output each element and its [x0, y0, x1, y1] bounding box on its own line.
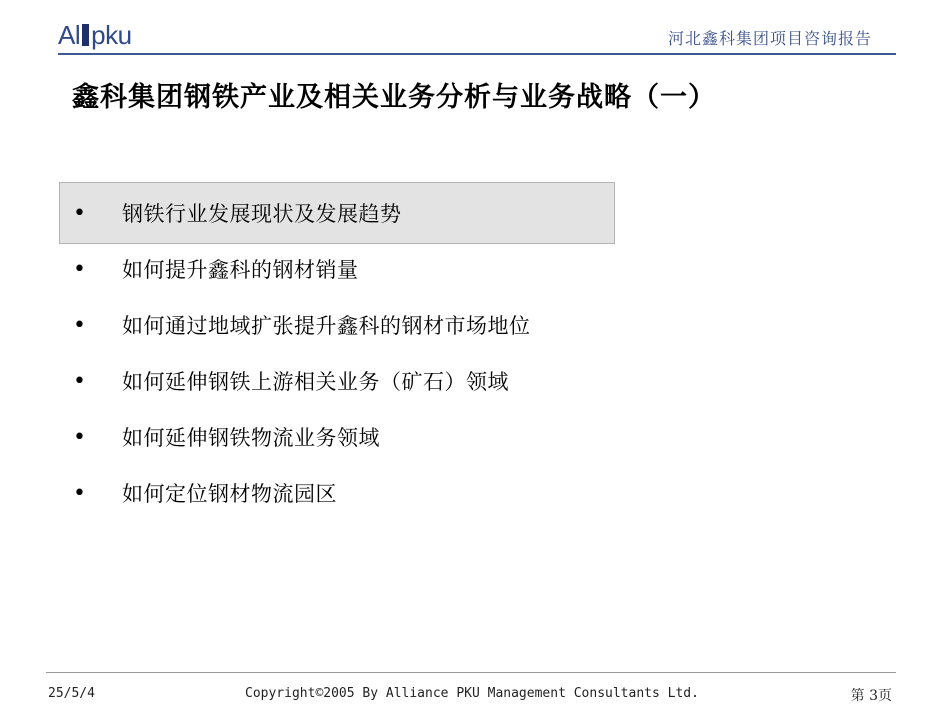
bullet-marker: •: [73, 481, 86, 506]
bullet-marker: •: [73, 201, 86, 226]
bullet-marker: •: [73, 425, 86, 450]
footer-divider: [46, 672, 896, 673]
agenda-item: [0, 242, 700, 298]
agenda-item-text: 如何延伸钢铁上游相关业务（矿石）领域: [122, 370, 509, 394]
page-title: 鑫科集团钢铁产业及相关业务分析与业务战略（一）: [72, 82, 716, 113]
footer-date: 25/5/4: [48, 686, 95, 701]
alliance-pku-logo: [58, 20, 132, 50]
agenda-item-text: 钢铁行业发展现状及发展趋势: [122, 202, 402, 226]
footer-copyright: Copyright©2005 By Alliance PKU Management Consultants Ltd.: [245, 686, 699, 701]
bullet-marker: •: [73, 369, 86, 394]
agenda-item-text: 如何延伸钢铁物流业务领域: [122, 426, 380, 450]
agenda-list: [0, 186, 700, 522]
logo-text-right: pku: [91, 20, 132, 50]
header-divider: [58, 53, 896, 55]
bullet-marker: •: [73, 257, 86, 282]
logo-text-left: Al: [58, 20, 81, 50]
page-number: 第 3页: [850, 688, 892, 704]
agenda-item-text: 如何通过地域扩张提升鑫科的钢材市场地位: [122, 314, 531, 338]
agenda-item: [0, 354, 700, 410]
agenda-item-text: 如何定位钢材物流园区: [122, 482, 337, 506]
agenda-item: [0, 466, 700, 522]
agenda-item: [0, 410, 700, 466]
agenda-item: [0, 186, 700, 242]
report-subtitle: 河北鑫科集团项目咨询报告: [667, 29, 872, 48]
logo-bar-icon: [82, 24, 89, 46]
bullet-marker: •: [73, 313, 86, 338]
agenda-item-text: 如何提升鑫科的钢材销量: [122, 258, 359, 282]
agenda-item: [0, 298, 700, 354]
